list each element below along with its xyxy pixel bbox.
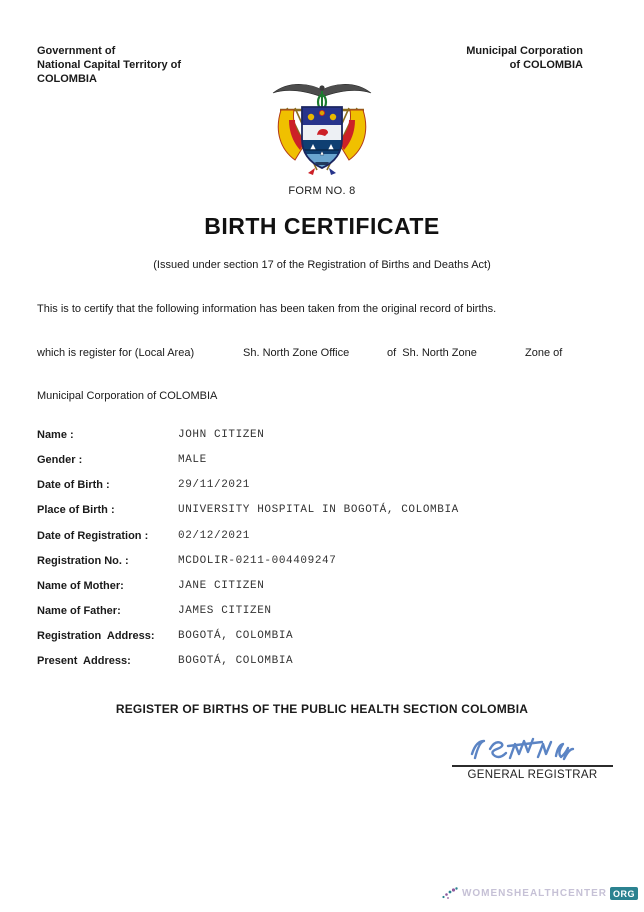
registrar-signature — [468, 736, 580, 764]
field-row-father-name — [37, 605, 617, 630]
field-label: Name of Father: — [37, 604, 121, 617]
issuer-right-line: of COLOMBIA — [509, 59, 583, 71]
field-row-date-of-registration — [37, 530, 617, 555]
register-zone-value: of Sh. North Zone — [387, 347, 477, 359]
issuer-right-heading — [466, 44, 583, 72]
field-value: MCDOLIR-0211-004409247 — [178, 554, 337, 567]
field-label: Date of Birth : — [37, 479, 110, 492]
colombia-coat-of-arms-icon — [265, 80, 379, 176]
watermark — [441, 886, 638, 901]
watermark-org-badge: ORG — [610, 887, 638, 900]
register-line-label: which is register for (Local Area) — [37, 347, 195, 359]
field-value: MALE — [178, 454, 207, 467]
form-number: FORM NO. 8 — [288, 185, 356, 197]
issuer-left-line: Government of — [37, 45, 116, 57]
field-label: Date of Registration : — [37, 529, 149, 542]
document-subtitle: (Issued under section 17 of the Registration of Births and Deaths Act) — [153, 259, 491, 271]
field-label: Place of Birth : — [37, 504, 115, 517]
register-zone-of-label: Zone of — [525, 347, 563, 359]
corporation-line: Municipal Corporation of COLOMBIA — [37, 390, 218, 402]
issuer-right-line: Municipal Corporation — [466, 45, 583, 57]
document-title: BIRTH CERTIFICATE — [204, 213, 440, 239]
field-value: UNIVERSITY HOSPITAL IN BOGOTÁ, COLOMBIA — [178, 504, 459, 517]
field-value: BOGOTÁ, COLOMBIA — [178, 655, 294, 668]
field-row-place-of-birth — [37, 504, 617, 529]
field-value: JANE CITIZEN — [178, 579, 265, 592]
field-label: Name of Mother: — [37, 579, 124, 592]
field-row-name — [37, 429, 617, 454]
field-label: Present Address: — [37, 655, 131, 668]
field-row-registration-no — [37, 555, 617, 580]
register-office-value: Sh. North Zone Office — [243, 347, 350, 359]
field-row-date-of-birth — [37, 479, 617, 504]
field-row-mother-name — [37, 580, 617, 605]
womens-health-center-logo-icon — [441, 886, 459, 901]
issuer-left-line: National Capital Territory of — [37, 59, 182, 71]
field-row-present-address — [37, 655, 617, 680]
field-value: JAMES CITIZEN — [178, 604, 272, 617]
field-row-gender — [37, 454, 617, 479]
register-of-births-heading: REGISTER OF BIRTHS OF THE PUBLIC HEALTH SECTION COLOMBIA — [115, 702, 529, 716]
field-label: Registration Address: — [37, 630, 155, 643]
field-value: JOHN CITIZEN — [178, 429, 265, 441]
field-label: Name : — [37, 429, 74, 441]
signature-line — [452, 765, 613, 767]
watermark-text: WOMENSHEALTHCENTER — [461, 888, 607, 899]
field-value: 29/11/2021 — [178, 479, 251, 492]
issuer-left-heading — [37, 44, 181, 86]
issuer-left-line: COLOMBIA — [37, 73, 97, 85]
field-label: Registration No. : — [37, 554, 129, 567]
signature-title: GENERAL REGISTRAR — [467, 769, 598, 781]
record-fields — [37, 429, 617, 680]
field-label: Gender : — [37, 454, 83, 467]
certify-statement: This is to certify that the following information has been taken from the original record of births. — [37, 303, 497, 315]
field-value: 02/12/2021 — [178, 529, 251, 542]
field-row-registration-address — [37, 630, 617, 655]
field-value: BOGOTÁ, COLOMBIA — [178, 630, 294, 643]
